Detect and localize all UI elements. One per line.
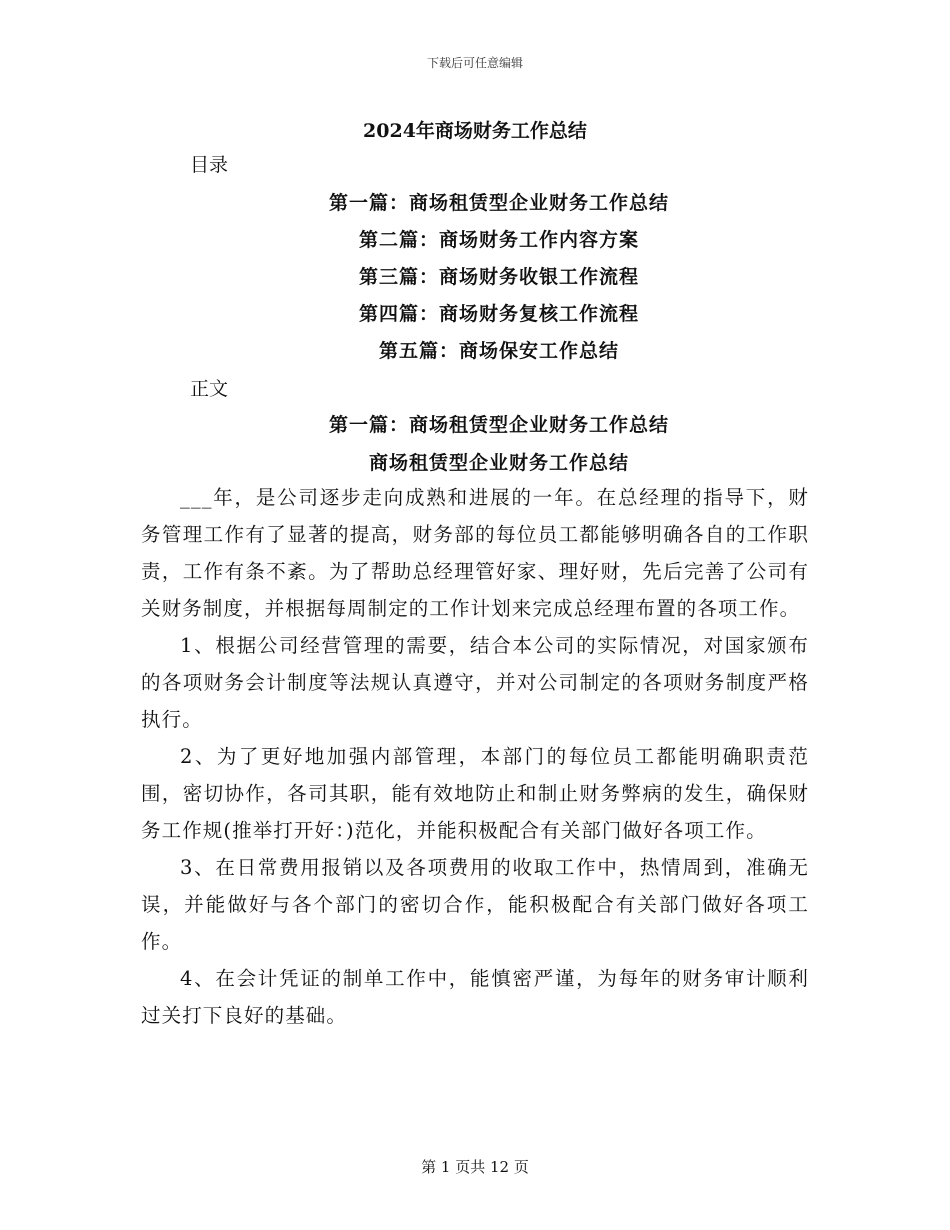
body-text xyxy=(141,479,809,1034)
page-footer: 第 1 页共 12 页 xyxy=(421,1158,529,1176)
document-title: 2024年商场财务工作总结 xyxy=(363,120,587,142)
toc-item-3[interactable]: 第三篇：商场财务收银工作流程 xyxy=(358,266,639,288)
section-heading: 第一篇：商场租赁型企业财务工作总结 xyxy=(328,414,669,436)
paragraph: 4、在会计凭证的制单工作中，能慎密严谨，为每年的财务审计顺利过关打下良好的基础。 xyxy=(141,967,809,1027)
toc-item-1[interactable]: 第一篇：商场租赁型企业财务工作总结 xyxy=(328,192,669,214)
toc-label: 目录 xyxy=(190,154,229,176)
paragraph: 2、为了更好地加强内部管理，本部门的每位员工都能明确职责范围，密切协作，各司其职，能有效地防止和制止财务弊病的发生，确保财务工作规(推举打开好：)范化，并能积极配合有关部门做好各项工作。 xyxy=(141,745,809,842)
header-note: 下载后可任意编辑 xyxy=(426,56,523,70)
paragraph: 3、在日常费用报销以及各项费用的收取工作中，热情周到，准确无误，并能做好与各个部门的密切合作，能积极配合有关部门做好各项工作。 xyxy=(141,856,809,953)
body-label: 正文 xyxy=(190,378,229,400)
section-subheading: 商场租赁型企业财务工作总结 xyxy=(368,452,629,474)
toc-item-5[interactable]: 第五篇：商场保安工作总结 xyxy=(378,340,619,362)
toc-item-2[interactable]: 第二篇：商场财务工作内容方案 xyxy=(358,229,639,251)
paragraph: ___年，是公司逐步走向成熟和进展的一年。在总经理的指导下，财务管理工作有了显著的提高，财务部的每位员工都能够明确各自的工作职责，工作有条不紊。为了帮助总经理管好家、理好财，先后完善了公司有关财务制度，并根据每周制定的工作计划来完成总经理布置的各项工作。 xyxy=(141,486,809,620)
toc-item-4[interactable]: 第四篇：商场财务复核工作流程 xyxy=(358,303,639,325)
paragraph: 1、根据公司经营管理的需要，结合本公司的实际情况，对国家颁布的各项财务会计制度等法规认真遵守，并对公司制定的各项财务制度严格执行。 xyxy=(141,634,809,731)
